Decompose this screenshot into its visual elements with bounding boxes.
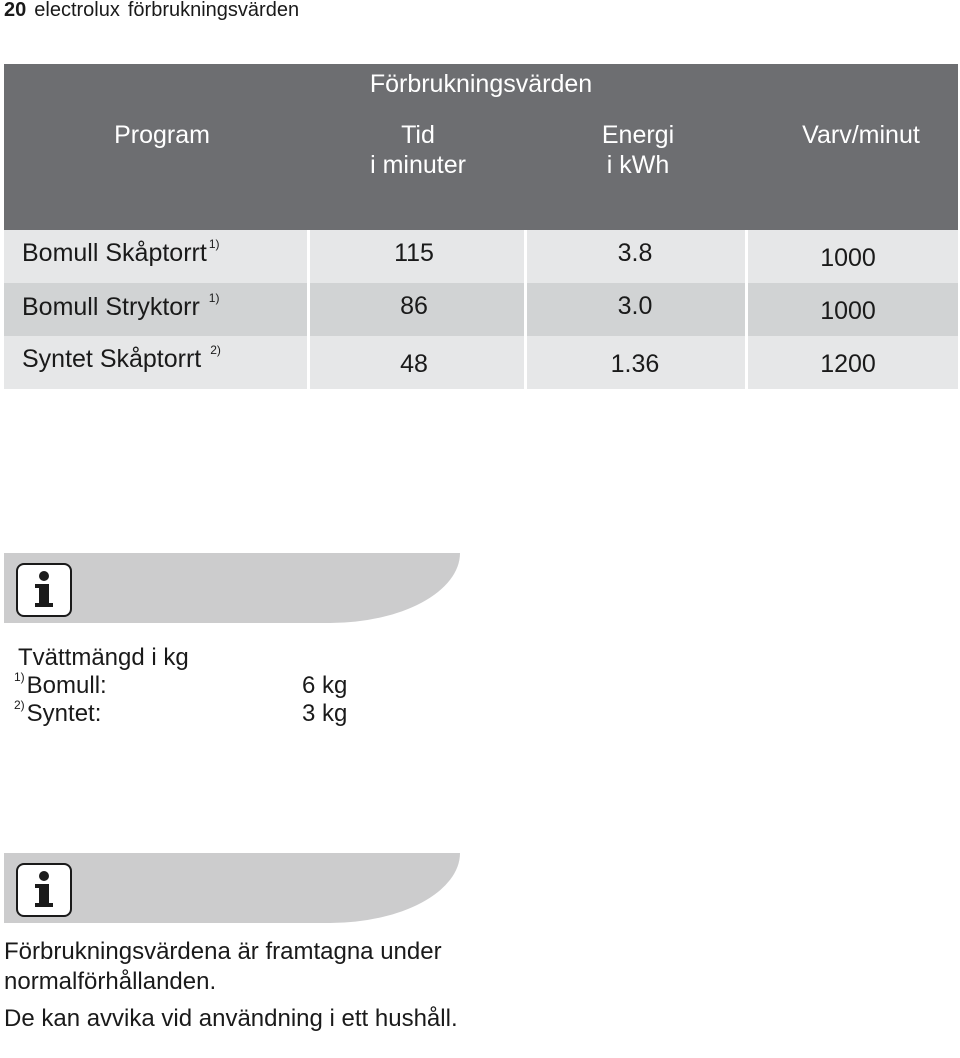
table-title: Förbrukningsvärden [369, 70, 593, 98]
column-header-program: Program [114, 121, 210, 149]
load-heading: Tvättmängd i kg [18, 644, 189, 671]
load-item: $^{2)}$Syntet: [14, 698, 102, 727]
program-cell: Bomull Skåptorrt $^{1)}$ [22, 237, 220, 267]
info-note-band [4, 553, 460, 623]
tid-cell: 86 [400, 292, 428, 320]
energi-cell: 3.0 [617, 292, 653, 320]
column-divider [745, 230, 748, 389]
program-cell: Syntet Skåptorrt $^{2)}$ [22, 343, 221, 373]
energi-cell: 1.36 [610, 350, 660, 378]
column-header-energi: Energi i kWh [601, 121, 675, 179]
column-header-varv: Varv/minut [802, 121, 920, 149]
load-value: 6 kg [302, 672, 348, 699]
load-value: 3 kg [302, 700, 348, 727]
table-row [4, 230, 958, 283]
column-header-tid: Tid i minuter [370, 121, 466, 179]
tid-cell: 48 [400, 350, 428, 378]
varv-cell: 1000 [820, 297, 876, 325]
note-paragraph: De kan avvika vid användning i ett hushåll. [4, 1005, 458, 1032]
column-divider [307, 230, 310, 389]
page-number: 20 [4, 0, 27, 21]
column-divider [524, 230, 527, 389]
energi-cell: 3.8 [617, 239, 653, 267]
running-header [4, 0, 299, 22]
note-paragraph: Förbrukningsvärdena är framtagna under normalförhållanden. [4, 938, 442, 995]
program-cell: Bomull Stryktorr $^{1)}$ [22, 291, 220, 321]
varv-cell: 1000 [820, 244, 876, 272]
brand-name: electrolux [34, 0, 120, 21]
table-header [4, 64, 958, 230]
table-row [4, 283, 958, 336]
info-icon [16, 563, 72, 617]
tid-cell: 115 [394, 239, 434, 267]
section-title: förbrukningsvärden [127, 0, 300, 21]
varv-cell: 1200 [820, 350, 876, 378]
info-icon [16, 863, 72, 917]
load-item: $^{1)}$Bomull: [14, 670, 107, 699]
table-row [4, 336, 958, 389]
info-note-band [4, 853, 460, 923]
